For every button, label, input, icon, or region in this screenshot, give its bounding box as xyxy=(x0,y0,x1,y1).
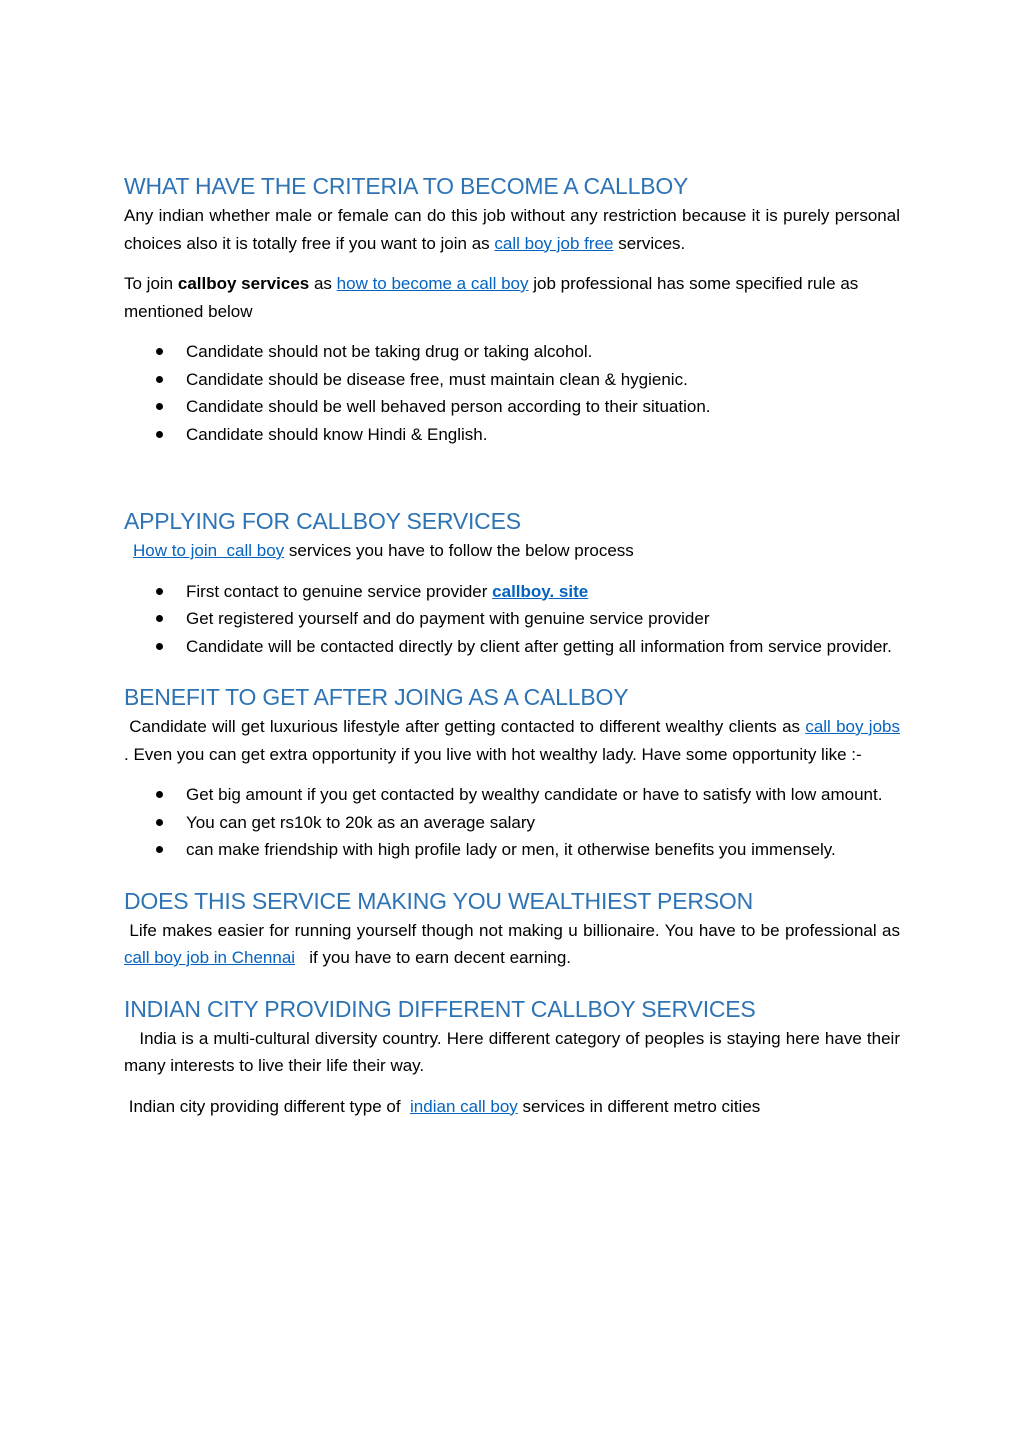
list-item: Candidate should not be taking drug or taking alcohol. xyxy=(124,338,900,366)
link-call-boy-job-free[interactable]: call boy job free xyxy=(494,233,614,253)
document-content xyxy=(124,170,905,1120)
list-item: Get big amount if you get contacted by wealthy candidate or have to satisfy with low amount. xyxy=(124,781,900,809)
paragraph-indian-city-types: Indian city providing different type of indian call boy services in different metro cities xyxy=(124,1096,761,1116)
paragraph-benefit-intro: Candidate will get luxurious lifestyle after getting contacted to different wealthy clients as call boy jobs . Even you can get extra opportunity if you live with hot wealthy lady. Have some opportunity like :- xyxy=(124,717,900,764)
heading-indian-city: INDIAN CITY PROVIDING DIFFERENT CALLBOY SERVICES xyxy=(124,995,756,1022)
heading-applying: APPLYING FOR CALLBOY SERVICES xyxy=(124,508,521,534)
link-indian-call-boy[interactable]: indian call boy xyxy=(410,1096,518,1116)
list-item: You can get rs10k to 20k as an average salary xyxy=(124,809,900,837)
paragraph-criteria-rules: To join callboy services as how to become a call boy job professional has some specified rule as mentioned below xyxy=(124,274,859,321)
bullet-icon xyxy=(156,588,163,595)
bullet-icon xyxy=(156,376,163,383)
list-item: First contact to genuine service provider callboy. site xyxy=(124,578,900,606)
bullet-icon xyxy=(156,791,163,798)
heading-wealthiest: DOES THIS SERVICE MAKING YOU WEALTHIEST PERSON xyxy=(124,887,753,914)
link-call-boy-job-chennai[interactable]: call boy job in Chennai xyxy=(124,948,296,967)
bullet-icon xyxy=(156,615,163,622)
list-criteria xyxy=(124,338,900,448)
bullet-icon xyxy=(156,643,163,650)
list-item: Candidate should be disease free, must maintain clean & hygienic. xyxy=(124,366,900,394)
bullet-icon xyxy=(156,403,163,410)
paragraph-criteria-intro: Any indian whether male or female can do this job without any restriction because it is purely personal choices also it is totally free if you want to join as call boy job free services. xyxy=(124,206,900,253)
paragraph-indian-city-intro: India is a multi-cultural diversity country. Here different category of peoples is staying here have their many interests to live their life their way. xyxy=(124,1028,905,1075)
paragraph-wealthiest: Life makes easier for running yourself though not making u billionaire. You have to be professional as call boy job in Chennai if you have to earn decent earning. xyxy=(124,920,905,967)
list-benefit xyxy=(124,781,900,864)
bullet-icon xyxy=(156,431,163,438)
paragraph-applying-intro: How to join call boy services you have to follow the below process xyxy=(133,541,634,560)
list-applying xyxy=(124,578,900,661)
list-item: Candidate should be well behaved person according to their situation. xyxy=(124,393,900,421)
link-call-boy-jobs[interactable]: call boy jobs xyxy=(805,717,900,736)
bullet-icon xyxy=(156,819,163,826)
heading-benefit: BENEFIT TO GET AFTER JOING AS A CALLBOY xyxy=(124,684,629,710)
list-item: Candidate will be contacted directly by client after getting all information from service provider. xyxy=(124,633,900,661)
link-callboy-site[interactable]: callboy. site xyxy=(492,581,589,601)
link-how-to-become-call-boy[interactable]: how to become a call boy xyxy=(336,274,529,293)
list-item: can make friendship with high profile lady or men, it otherwise benefits you immensely. xyxy=(124,836,900,864)
bold-callboy-services: callboy services xyxy=(177,274,310,293)
bullet-icon xyxy=(156,846,163,853)
bullet-icon xyxy=(156,348,163,355)
link-how-to-join-call-boy[interactable]: How to join call boy xyxy=(133,541,285,560)
heading-criteria: WHAT HAVE THE CRITERIA TO BECOME A CALLBOY xyxy=(124,173,689,199)
list-item: Candidate should know Hindi & English. xyxy=(124,421,900,449)
list-item: Get registered yourself and do payment with genuine service provider xyxy=(124,605,900,633)
